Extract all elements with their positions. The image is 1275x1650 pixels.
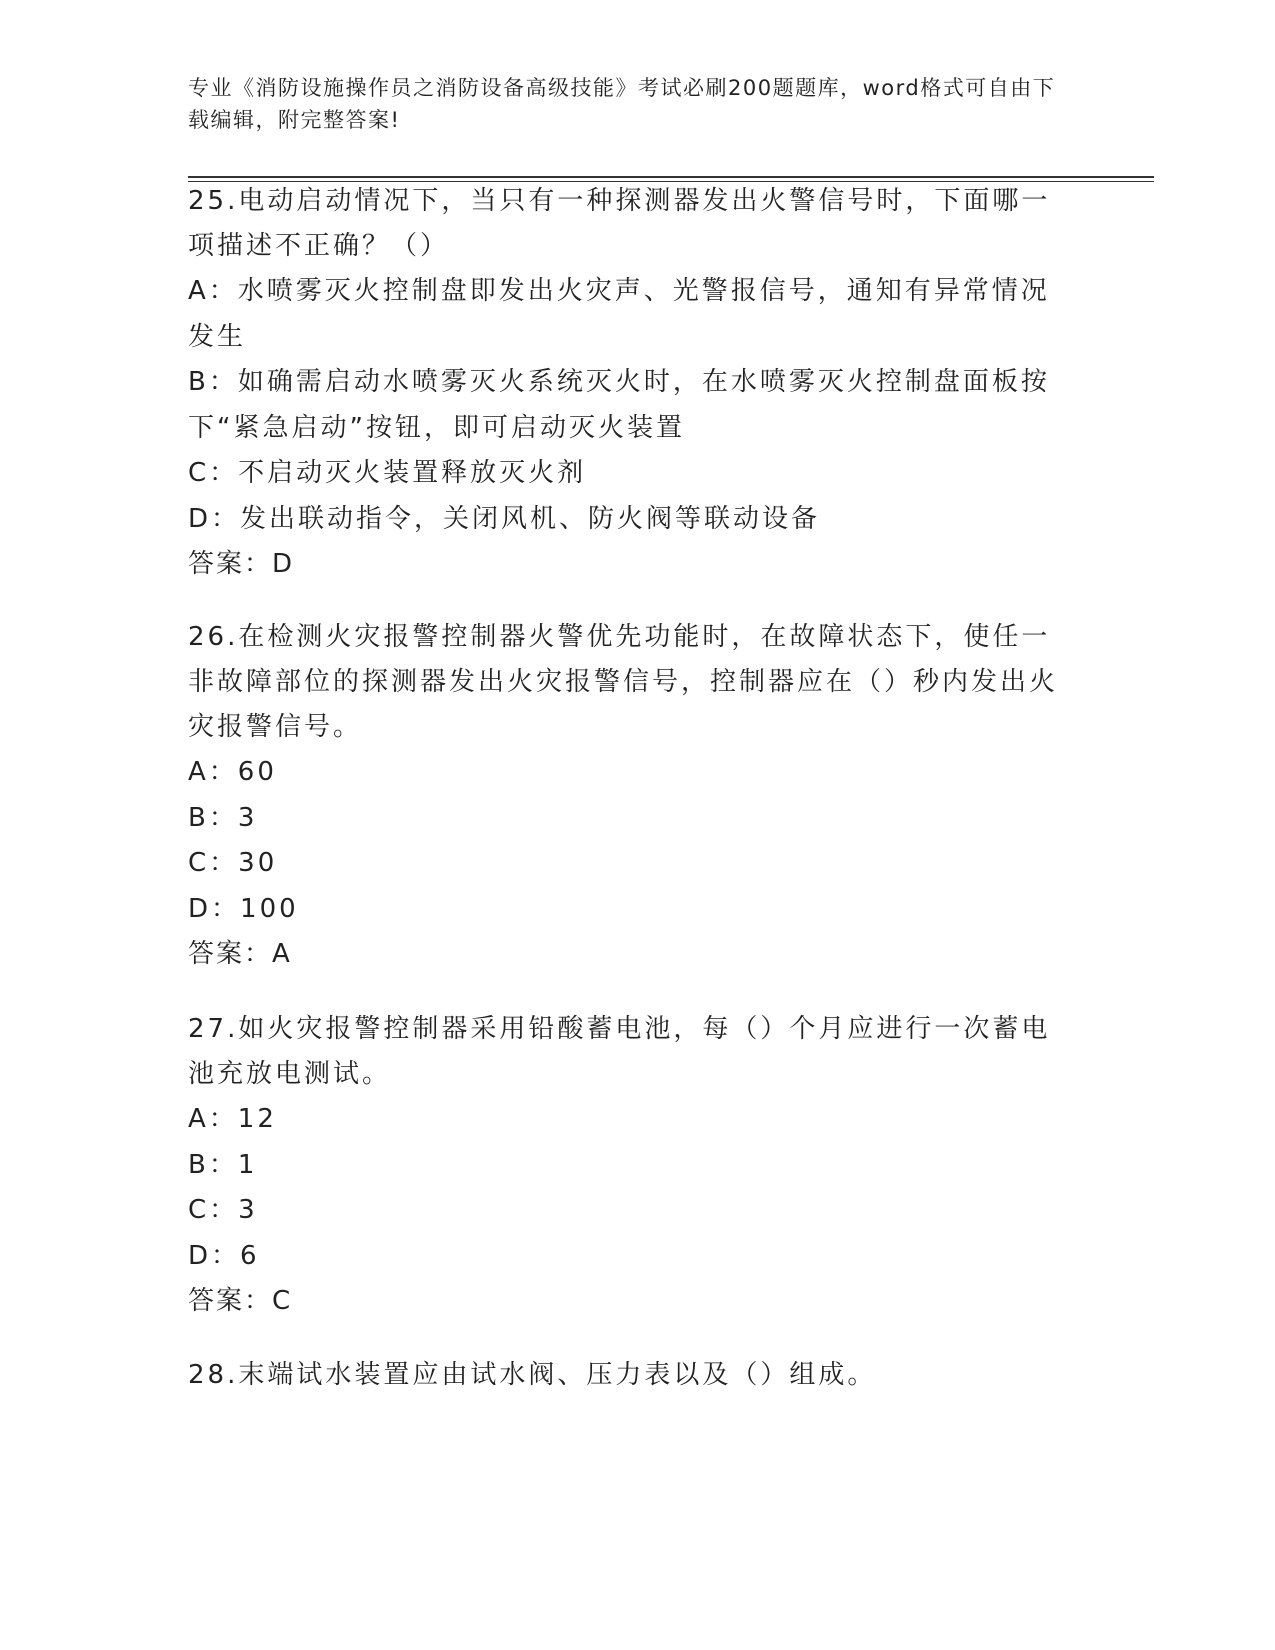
question-26 xyxy=(188,615,1078,977)
option-d: D：100 xyxy=(188,893,299,924)
answer-line: 答案：A xyxy=(188,939,292,969)
document-header: 专业《消防设施操作员之消防设备高级技能》考试必刷200题题库，word格式可自由下载编辑，附完整答案! xyxy=(188,76,1056,132)
option-a: A：水喷雾灭火控制盘即发出火灾声、光警报信号，通知有异常情况发生 xyxy=(188,276,1050,352)
question-stem: 27.如火灾报警控制器采用铅酸蓄电池，每（）个月应进行一次蓄电池充放电测试。 xyxy=(188,1014,1051,1089)
option-d: D：6 xyxy=(188,1240,260,1271)
option-d: D：发出联动指令，关闭风机、防火阀等联动设备 xyxy=(188,503,821,534)
question-stem: 28.末端试水装置应由试水阀、压力表以及（）组成。 xyxy=(188,1360,877,1390)
option-a: A：12 xyxy=(188,1104,277,1134)
option-c: C：30 xyxy=(188,848,278,878)
header-divider-thick xyxy=(188,176,1154,178)
question-25 xyxy=(188,179,1078,587)
question-27 xyxy=(188,1007,1078,1324)
option-b: B：1 xyxy=(188,1149,258,1180)
option-b: B：3 xyxy=(188,802,258,833)
option-c: C：3 xyxy=(188,1195,258,1225)
option-a: A：60 xyxy=(188,757,277,787)
question-stem: 25.电动启动情况下，当只有一种探测器发出火警信号时，下面哪一项描述不正确？（） xyxy=(188,186,1051,261)
answer-line: 答案：C xyxy=(188,1286,293,1316)
option-c: C：不启动灭火装置释放灭火剂 xyxy=(188,458,587,488)
option-b: B：如确需启动水喷雾灭火系统灭火时，在水喷雾灭火控制盘面板按下“紧急启动”按钮，即可启动灭火装置 xyxy=(188,367,1050,443)
answer-line: 答案：D xyxy=(188,549,295,579)
question-stem: 26.在检测火灾报警控制器火警优先功能时，在故障状态下，使任一非故障部位的探测器发出火灾报警信号，控制器应在（）秒内发出火灾报警信号。 xyxy=(188,622,1059,742)
question-28 xyxy=(188,1353,1078,1398)
